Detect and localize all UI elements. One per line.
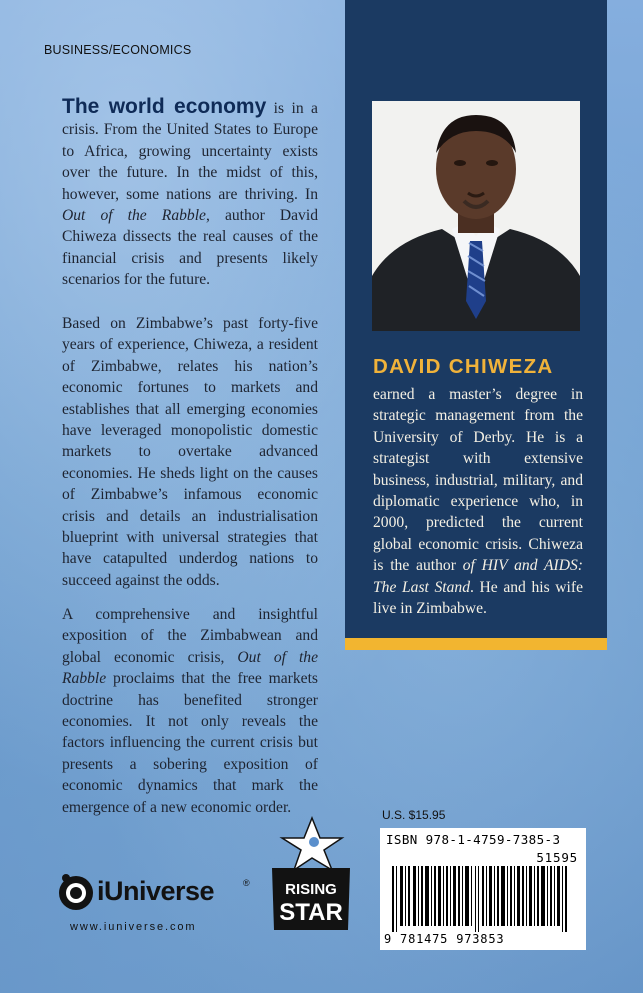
book-title-2: Out of the Rabble: [62, 648, 318, 688]
blurb-p1-text: is in a crisis. From the United States to Europe to Africa, growing uncertainty exists over the future. In the midst of this, however, some nations are thriving. In: [62, 100, 318, 203]
author-name: DAVID CHIWEZA: [373, 355, 554, 378]
publisher-url: www.iuniverse.com: [70, 921, 197, 933]
blurb-p1-end: , author David Chiweza dissects the real causes of the financial crisis and presents likely scenarios for the future.: [62, 207, 318, 289]
category-label: BUSINESS/ECONOMICS: [44, 43, 192, 57]
price-code: 51595: [536, 850, 578, 865]
rising-star-badge: [268, 816, 354, 934]
blurb-p3-start: A comprehensive and insightful exposition of the Zimbabwean and global economic crisis,: [62, 606, 318, 666]
iuniverse-icon: [57, 872, 95, 912]
author-bio-start: earned a master’s degree in strategic management from the University of Derby. He is a strategist with extensive business, industrial, military, and diplomatic experience who, in 2000, predicted the current global economic crisis. Chiweza is the author: [373, 386, 583, 575]
lead-phrase: The world economy: [62, 95, 267, 118]
book-title: Out of the Rabble: [62, 207, 206, 225]
blurb-p3-end: proclaims that the free markets doctrine has benefited stronger economies. It not only reveals the factors influencing the current crisis but presents a sobering exposition of economic dynamics that mark the emergence of a new economic order.: [62, 670, 318, 816]
badge-line-2: STAR: [279, 899, 343, 926]
author-other-book: of HIV and AIDS: The Last Stand: [373, 557, 583, 596]
author-bio: [373, 384, 583, 619]
isbn-barcode: [380, 828, 586, 950]
price-label: U.S. $15.95: [382, 808, 446, 822]
registered-mark: ®: [243, 878, 250, 888]
author-photo: [372, 101, 580, 331]
blurb-paragraph-1: [62, 96, 318, 291]
barcode-bars: [392, 866, 582, 932]
ean-number: 9 781475 973853: [384, 932, 505, 946]
iuniverse-wordmark: iUniverse: [97, 876, 215, 906]
blurb-paragraph-2: Based on Zimbabwe’s past forty-five years of experience, Chiweza, a resident of Zimbabwe, relates his nation’s economic fortunes to markets and establishes that all emerging economies have leveraged monopolistic domestic markets to overtake advanced economies. He sheds light on the causes of Zimbabwe’s infamous economic crisis and details an industrialisation blueprint with universal strategies that have catapulted underdog nations to succeed against the odds.: [62, 315, 318, 589]
accent-stripe: [345, 638, 607, 650]
author-bio-end: . He and his wife live in Zimbabwe.: [373, 578, 583, 618]
isbn-number: ISBN 978-1-4759-7385-3: [386, 832, 561, 847]
blurb-paragraph-3: [62, 604, 318, 818]
badge-line-1: RISING: [285, 881, 337, 898]
